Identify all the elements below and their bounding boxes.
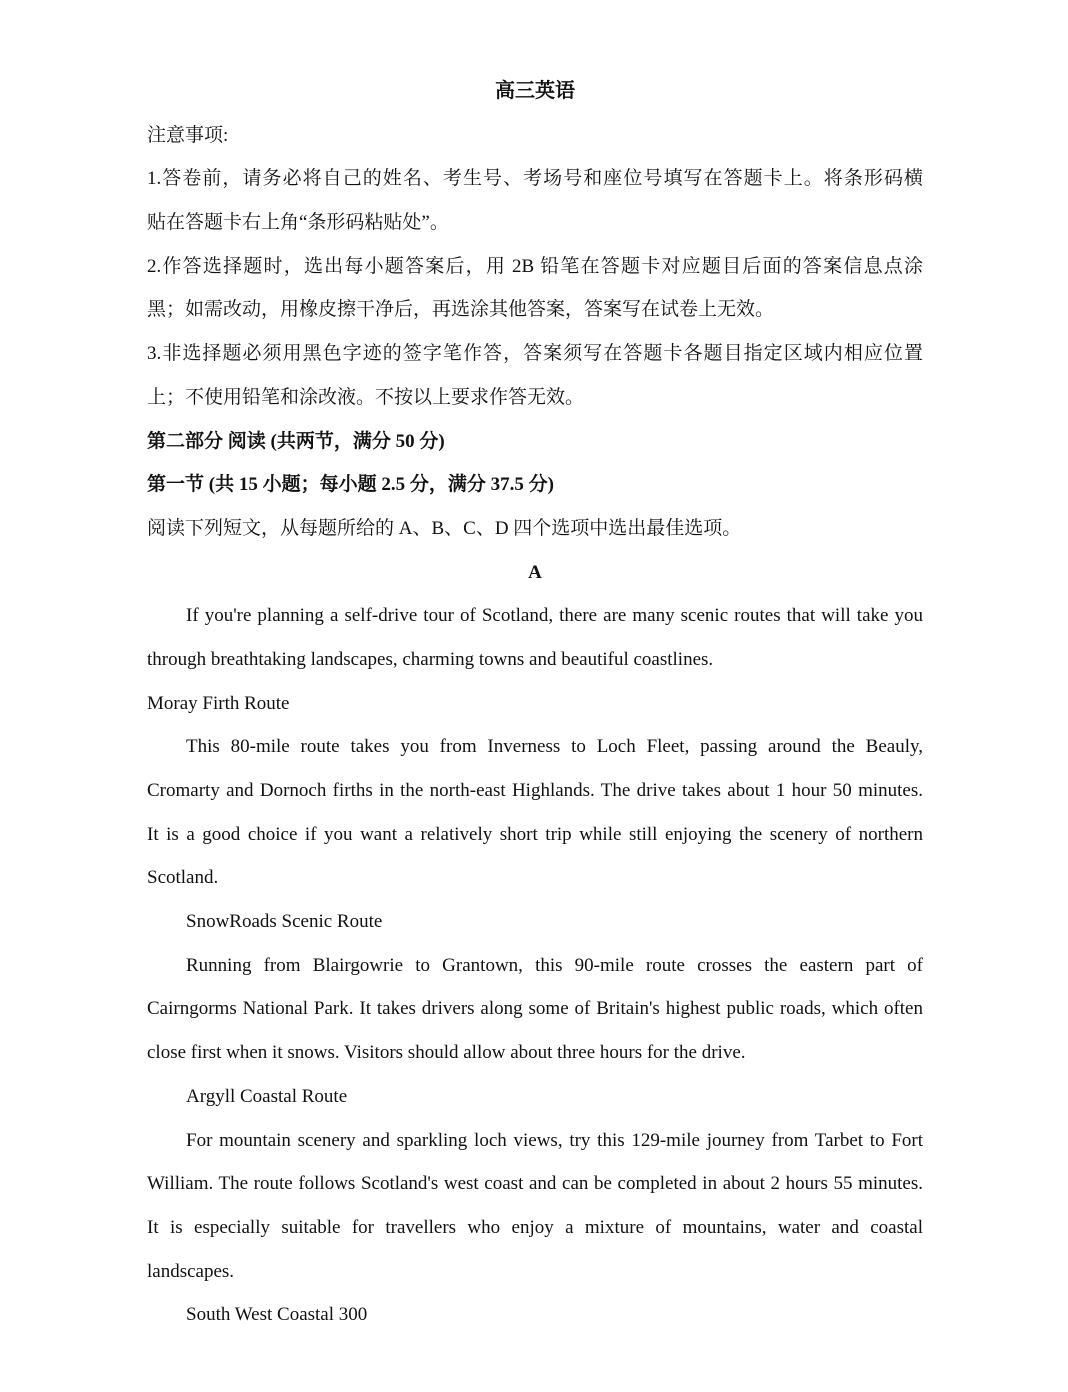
notice-section <box>147 114 923 420</box>
passage-body <box>147 594 923 1337</box>
notice-heading: 注意事项: <box>147 124 229 146</box>
route-line: William. The route follows Scotland's west coast and can be completed in about 2 hours 55 minutes. <box>147 1173 923 1195</box>
notice-line: 3.非选择题必须用黑色字迹的签字笔作答，答案须写在答题卡各题目指定区域内相应位置 <box>147 343 923 365</box>
route-line: close first when it snows. Visitors should allow about three hours for the drive. <box>147 1042 746 1064</box>
route-name: Moray Firth Route <box>147 692 290 714</box>
section-heading: 第一节 (共 15 小题；每小题 2.5 分，满分 37.5 分) <box>147 474 554 496</box>
notice-line: 黑；如需改动，用橡皮擦干净后，再选涂其他答案，答案写在试卷上无效。 <box>147 299 775 321</box>
route-line: Scotland. <box>147 867 219 889</box>
route-line: Cromarty and Dornoch firths in the north-east Highlands. The drive takes about 1 hour 50 minutes. <box>147 780 923 801</box>
notice-line: 2.作答选择题时，选出每小题答案后，用 2B 铅笔在答题卡对应题目后面的答案信息点涂 <box>147 255 923 277</box>
route-line: Running from Blairgowrie to Grantown, this 90-mile route crosses the eastern part of <box>186 954 923 976</box>
notice-line: 1.答卷前，请务必将自己的姓名、考生号、考场号和座位号填写在答题卡上。将条形码横 <box>147 168 923 190</box>
page-title: 高三英语 <box>495 80 575 102</box>
intro-line: If you're planning a self-drive tour of Scotland, there are many scenic routes that will take you <box>186 605 923 627</box>
route-name: Argyll Coastal Route <box>186 1085 348 1107</box>
exam-page <box>147 70 923 1337</box>
passage-label: A <box>528 561 542 583</box>
route-line: Cairngorms National Park. It takes drivers along some of Britain's highest public roads, which often <box>147 998 923 1020</box>
part-heading: 第二部分 阅读 (共两节，满分 50 分) <box>147 430 445 452</box>
route-line: It is especially suitable for travellers who enjoy a mixture of mountains, water and coastal <box>147 1216 923 1238</box>
route-line: landscapes. <box>147 1260 235 1282</box>
intro-line: through breathtaking landscapes, charming towns and beautiful coastlines. <box>147 648 714 670</box>
notice-line: 贴在答题卡右上角“条形码粘贴处”。 <box>147 212 449 234</box>
route-line: For mountain scenery and sparkling loch views, try this 129-mile journey from Tarbet to Fort <box>186 1129 923 1151</box>
route-name: South West Coastal 300 <box>186 1304 368 1326</box>
instruction-text: 阅读下列短文，从每题所给的 A、B、C、D 四个选项中选出最佳选项。 <box>147 517 742 539</box>
route-line: This 80-mile route takes you from Inverness to Loch Fleet, passing around the Beauly, <box>186 736 923 758</box>
notice-line: 上；不使用铅笔和涂改液。不按以上要求作答无效。 <box>147 386 585 408</box>
route-name: SnowRoads Scenic Route <box>186 911 383 933</box>
route-line: It is a good choice if you want a relatively short trip while still enjoying the scenery of northern <box>147 823 923 845</box>
